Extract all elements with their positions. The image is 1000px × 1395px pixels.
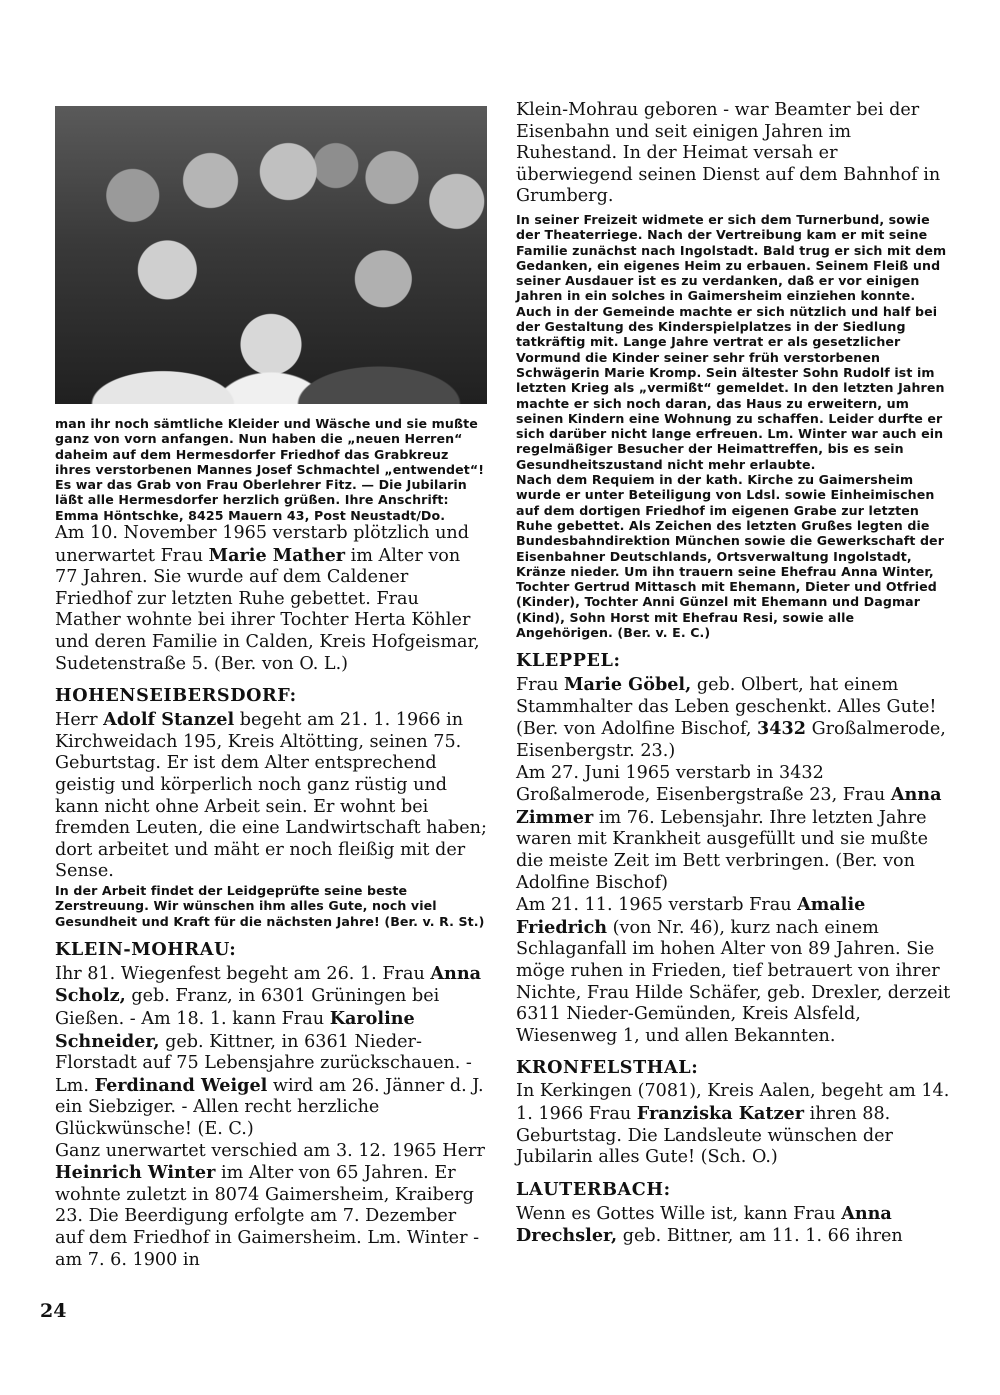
right-paragraph-2: In seiner Freizeit widmete er sich dem Turnerbund, sowie der Theaterriege. Nach der Vertreibung kam er mit seine Familie zunächst nach Ingolstadt. Bald trug er sich mit dem Gedanken, ein eigenes Heim zu erbauen. Seinem Fleiß und seiner Ausdauer ist es zu verdanken, daß er vor einigen Jahren in ein solches in Gaimersheim einziehen konnte. Auch in der Gemeinde machte er sich nützlich und half bei der Gestaltung des Kinderspielplatzes in der Siedlung tatkräftig mit. Lange Jahre vertrat er als gesetzlicher Vormund die Kinder seiner sehr früh verstorbenen Schwägerin Marie Kromp. Sein ältester Sohn Rudolf ist im letzten Krieg als „vermißt“ gemeldet. In den letzten Jahren machte er sich noch daran, das Haus zu erweitern, um seinen Kindern eine Wohnung zu schaffen. Leider durfte er sich darüber nicht lange erfreuen. Lm. Winter war auch ein regelmäßiger Besucher der Heimattreffen, bis es sein Gesundheitszustand nicht mehr erlaubte. (516, 211, 947, 472)
heading-klein-mohrau: KLEIN-MOHRAU: (55, 938, 237, 960)
right-paragraph-5: Am 27. Juni 1965 verstarb in 3432 Großalmerode, Eisenbergstraße 23, Frau Anna Zimmer im 76. Lebensjahr. Ihre letzten Jahre waren mit Krankheit ausgefüllt und sie mußte die meiste Zeit im Bett verbringen. (Ber. von Adolfine Bischof) (516, 762, 942, 893)
left-paragraph-5: Ihr 81. Wiegenfest begeht am 26. 1. Frau Anna Scholz, geb. Franz, in 6301 Grüningen bei Gießen. - Am 18. 1. kann Frau Karoline Schneider, geb. Kittner, in 6361 Nieder-Florstadt auf 75 Lebensjahre zurückschauen. - Lm. Ferdinand Weigel wird am 26. Jänner d. J. ein Siebziger. - Allen recht herzliche Glückwünsche! (E. C.) (55, 962, 484, 1140)
left-paragraph-4: In der Arbeit findet der Leidgeprüfte seine beste Zerstreuung. Wir wünschen ihm alles Gute, noch viel Gesundheit und Kraft für die nächsten Jahre! (Ber. v. R. St.) (55, 882, 485, 929)
left-paragraph-3: Herr Adolf Stanzel begeht am 21. 1. 1966 in Kirchweidach 195, Kreis Altötting, seinen 75. Geburtstag. Er ist dem Alter entsprechend geistig und körperlich noch ganz rüstig und kann nicht ohne Arbeit sein. Er wohnt bei fremden Leuten, die eine Landwirtschaft haben; dort arbeitet und mäht er noch fleißig mit der Sense. (55, 709, 487, 882)
right-column (516, 100, 952, 1248)
right-paragraph-7: In Kerkingen (7081), Kreis Aalen, begeht am 14. 1. 1966 Frau Franziska Katzer ihren 88. Geburtstag. Die Landsleute wünschen der Jubilarin alles Gute! (Sch. O.) (516, 1081, 950, 1168)
left-paragraph-1: man ihr noch sämtliche Kleider und Wäsche und sie mußte ganz von vorn anfangen. Nun haben die „neuen Herren“ daheim auf dem Hermesdorfer Friedhof das Grabkreuz ihres verstorbenen Mannes Josef Schmachtel „entwendet“! Es war das Grab von Frau Oberlehrer Fitz. — Die Jubilarin läßt alle Hermesdorfer herzlich grüßen. Ihre Anschrift: Emma Höntschke, 8425 Mauern 43, Post Neustadt/Do. (55, 416, 485, 523)
left-column (55, 106, 487, 1271)
left-paragraph-2: Am 10. November 1965 verstarb plötzlich und unerwartet Frau Marie Mather im Alter von 77 Jahren. Sie wurde auf dem Caldener Friedhof zur letzten Ruhe gebettet. Frau Mather wohnte bei ihrer Tochter Herta Köhler und deren Familie in Calden, Kreis Hofgeismar, Sudetenstraße 5. (Ber. von O. L.) (55, 523, 480, 674)
heading-lauterbach: LAUTERBACH: (516, 1178, 671, 1200)
heading-kleppel: KLEPPEL: (516, 650, 621, 672)
heading-hohenseibersdorf: HOHENSEIBERSDORF: (55, 685, 297, 707)
heading-kronfelsthal: KRONFELSTHAL: (516, 1057, 699, 1079)
right-paragraph-8: Wenn es Gottes Wille ist, kann Frau Anna Drechsler, geb. Bittner, am 11. 1. 66 ihren (516, 1202, 903, 1247)
group-photo (55, 106, 487, 404)
right-paragraph-3: Nach dem Requiem in der kath. Kirche zu Gaimersheim wurde er unter Beteiligung von Ldsl. sowie Einheimischen auf dem dortigen Friedhof im eigenen Grabe zur letzten Ruhe gebettet. Als Zeichen des letzten Grußes legten die Bundesbahndirektion München sowie die Gewerkschaft der Eisenbahner Deutschlands, Ortsverwaltung Ingolstadt, Kränze nieder. Um ihn trauern seine Ehefrau Anna Winter, Tochter Gertrud Mittasch mit Ehemann, Dieter und Otfried (Kinder), Tochter Anni Günzel mit Ehemann und Dagmar (Kind), Sohn Horst mit Ehefrau Resi, sowie alle Angehörigen. (Ber. v. E. C.) (516, 472, 945, 640)
right-paragraph-4: Frau Marie Göbel, geb. Olbert, hat einem Stammhalter das Leben geschenkt. Alles Gute! (Ber. von Adolfine Bischof, 3432 Großalmerode, Eisenbergstr. 23.) (516, 674, 946, 762)
right-paragraph-6: Am 21. 11. 1965 verstarb Frau Amalie Friedrich (von Nr. 46), kurz nach einem Schlaganfall im hohen Alter von 89 Jahren. Sie möge ruhen in Frieden, tief betrauert von ihrer Nichte, Frau Hilde Schäfer, geb. Drexler, derzeit 6311 Nieder-Gemünden, Kreis Alsfeld, Wiesenweg 1, und allen Bekannten. (516, 894, 951, 1046)
left-paragraph-6: Ganz unerwartet verschied am 3. 12. 1965 Herr Heinrich Winter im Alter von 65 Jahren. Er wohnte zuletzt in 8074 Gaimersheim, Kraiberg 23. Die Beerdigung erfolgte am 7. Dezember auf dem Friedhof in Gaimersheim. Lm. Winter - am 7. 6. 1900 in (55, 1140, 485, 1270)
right-paragraph-1: Klein-Mohrau geboren - war Beamter bei der Eisenbahn und seit einigen Jahren im Ruhestand. In der Heimat versah er überwiegend seinen Dienst auf dem Bahnhof in Grumberg. (516, 100, 941, 207)
page-number: 24 (40, 1300, 67, 1322)
